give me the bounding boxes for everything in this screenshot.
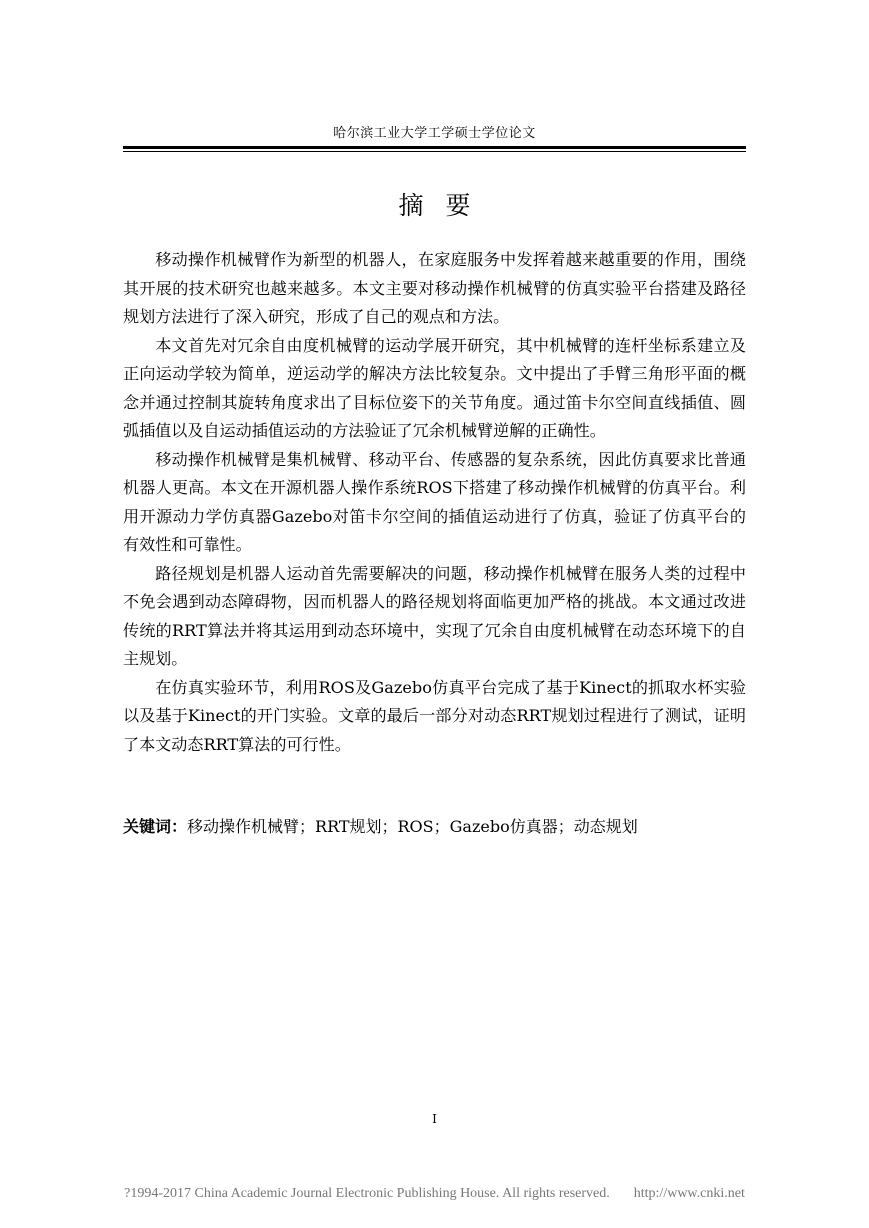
abstract-body	[123, 246, 746, 759]
abstract-title: 摘要	[398, 191, 493, 220]
page-number: I	[432, 1112, 437, 1126]
keywords-label: 关键词：	[123, 817, 188, 836]
abstract-paragraph-4: 路径规划是机器人运动首先需要解决的问题，移动操作机械臂在服务人类的过程中不免会遇到动态障碍物，因而机器人的路径规划将面临更加严格的挑战。本文通过改进传统的RRT算法并将其运用到动态环境中，实现了冗余自由度机械臂在动态环境下的自主规划。	[123, 563, 746, 668]
running-header: 哈尔滨工业大学工学硕士学位论文	[333, 126, 536, 141]
footer-url[interactable]: http://www.cnki.net	[633, 1186, 745, 1201]
keywords-text: 移动操作机械臂；RRT规划；ROS；Gazebo仿真器；动态规划	[187, 817, 638, 836]
header-rule-thin	[123, 151, 746, 152]
keywords-line	[123, 814, 746, 840]
footer	[0, 1186, 869, 1202]
abstract-paragraph-3: 移动操作机械臂是集机械臂、移动平台、传感器的复杂系统，因此仿真要求比普通机器人更高。本文在开源机器人操作系统ROS下搭建了移动操作机械臂的仿真平台。利用开源动力学仿真器Gazebo对笛卡尔空间的插值运动进行了仿真，验证了仿真平台的有效性和可靠性。	[123, 449, 746, 554]
abstract-paragraph-2: 本文首先对冗余自由度机械臂的运动学展开研究，其中机械臂的连杆坐标系建立及正向运动学较为简单，逆运动学的解决方法比较复杂。文中提出了手臂三角形平面的概念并通过控制其旋转角度求出了目标位姿下的关节角度。通过笛卡尔空间直线插值、圆弧插值以及自运动插值运动的方法验证了冗余机械臂逆解的正确性。	[123, 335, 746, 440]
header-rule-thick	[123, 146, 746, 149]
footer-copyright: ?1994-2017 China Academic Journal Electronic Publishing House. All rights reserved.	[124, 1186, 610, 1201]
abstract-paragraph-5: 在仿真实验环节，利用ROS及Gazebo仿真平台完成了基于Kinect的抓取水杯实验以及基于Kinect的开门实验。文章的最后一部分对动态RRT规划过程进行了测试，证明了本文动态RRT算法的可行性。	[123, 677, 746, 754]
abstract-paragraph-1: 移动操作机械臂作为新型的机器人，在家庭服务中发挥着越来越重要的作用，围绕其开展的技术研究也越来越多。本文主要对移动操作机械臂的仿真实验平台搭建及路径规划方法进行了深入研究，形成了自己的观点和方法。	[123, 250, 746, 326]
